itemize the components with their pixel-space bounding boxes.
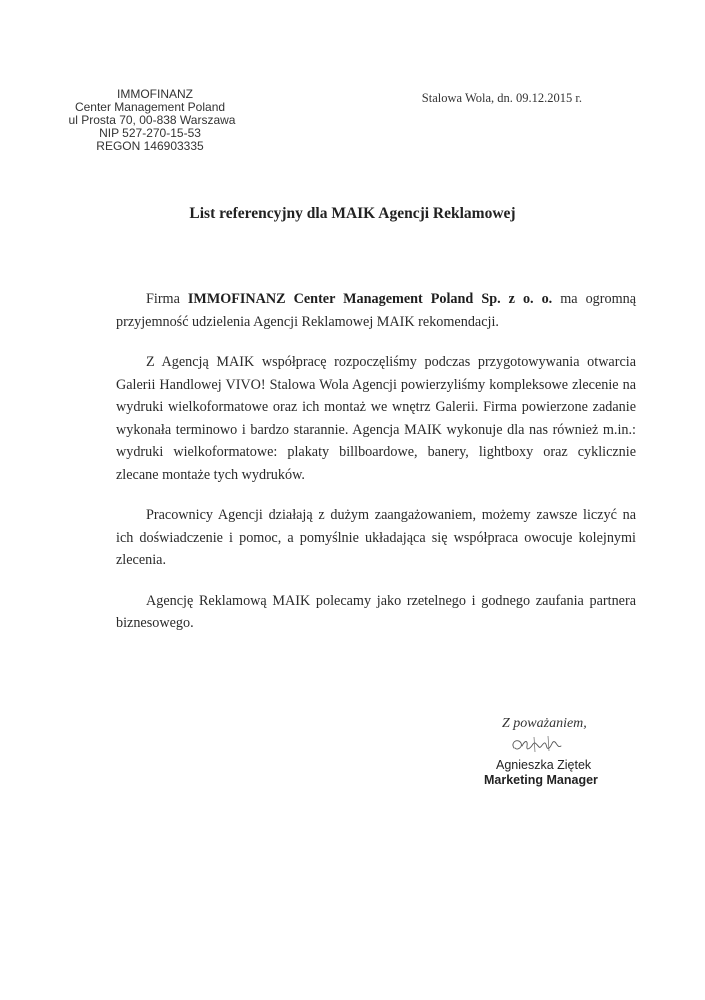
stamp-address: ul Prosta 70, 00-838 Warszawa [68,113,236,127]
paragraph-1 [116,288,636,333]
paragraph-1-intro: Firma [146,291,188,307]
letter-date: Stalowa Wola, dn. 09.12.2015 r. [421,91,582,105]
letter-title: List referencyjny dla MAIK Agencji Reklamowej [189,205,516,222]
closing-regards: Z poważaniem, [502,716,587,731]
company-stamp [60,88,240,153]
stamp-company-name: IMMOFINANZ [117,87,193,101]
paragraph-2: Z Agencją MAIK współpracę rozpoczęliśmy podczas przygotowywania otwarcia Galerii Handlowej VIVO! Stalowa Wola Agencji powierzyliśmy kompleksowe zlecenie na wydruki wielkoformatowe oraz ich montaż we wnętrz Galerii. Firma powierzone zadanie wykonała terminowo i bardzo starannie. Agencja MAIK wykonuje dla nas również m.in.: wydruki wielkoformatowe: plakaty billboardowe, banery, lightboxy oraz cyklicznie zlecane montaże tych wydruków. [116,354,636,483]
letter-closing [470,716,640,787]
handwritten-signature [508,734,568,756]
paragraph-3: Pracownicy Agencji działają z dużym zaangażowaniem, możemy zawsze liczyć na ich doświadczenie i pomoc, a pomyślnie układająca się współpraca owocuje kolejnymi zlecenia. [116,507,636,568]
paragraph-1-company: IMMOFINANZ Center Management Poland Sp. z o. o. [187,291,553,307]
paragraph-1-rest: ma ogromną przyjemność udzielenia Agencji Reklamowej MAIK rekomendacji. [116,291,637,330]
letter-body [116,288,636,653]
signer-name: Agnieszka Ziętek [496,758,592,772]
stamp-regon: REGON 146903335 [96,139,204,153]
stamp-nip: NIP 527-270-15-53 [99,126,201,140]
paragraph-4: Agencję Reklamową MAIK polecamy jako rzetelnego i godnego zaufania partnera biznesowego. [116,592,636,631]
signer-role: Marketing Manager [484,773,598,787]
stamp-company-division: Center Management Poland [74,100,226,114]
